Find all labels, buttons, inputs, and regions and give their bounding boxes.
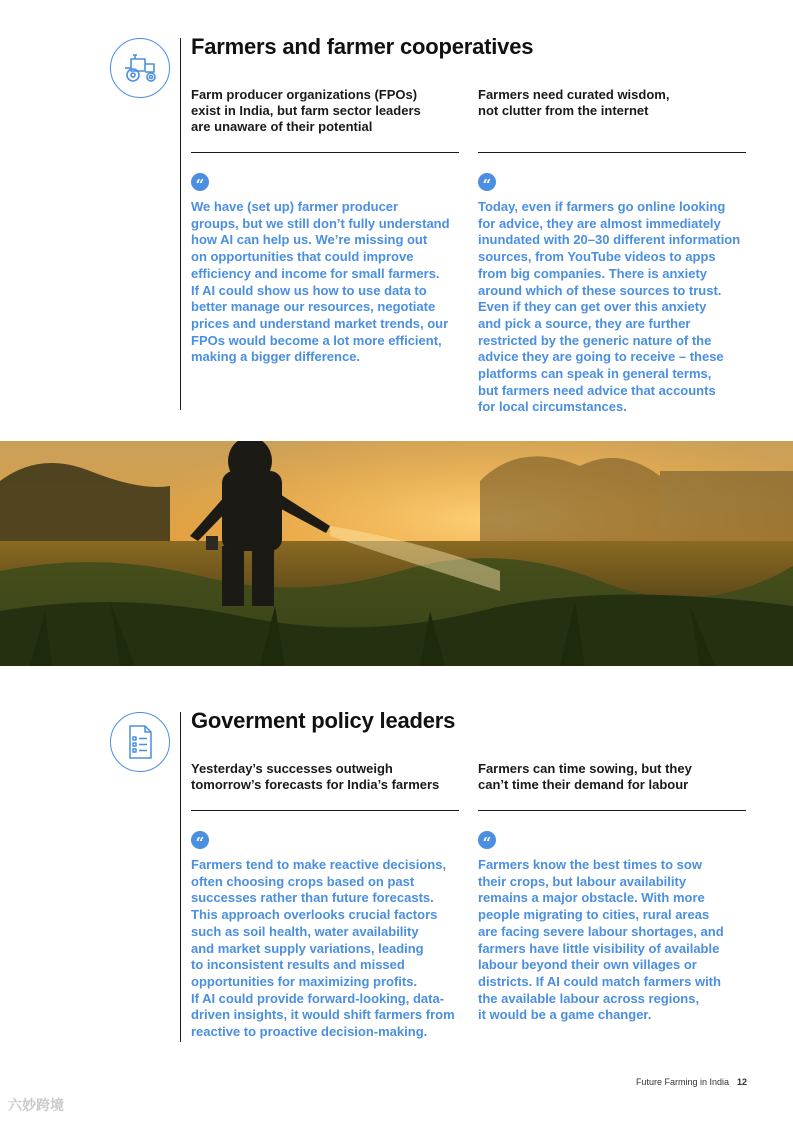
section1-col1-rule [191,152,459,153]
section1-divider [180,38,181,410]
section2-col1-subhead: Yesterday’s successes outweigh tomorrow’s forecasts for India’s farmers [191,761,440,792]
page-number: 12 [736,1077,747,1087]
section2-col2-rule [478,810,746,811]
section2-title: Goverment policy leaders [191,708,456,733]
footer-title: Future Farming in India [635,1077,729,1087]
section2-col1-quote: Farmers tend to make reactive decisions, often choosing crops based on past successes rather than future forecasts. This approach overlooks crucial factors such as soil health, water availability and market supply variations, leading to inconsistent results and missed opportunities for maximizing profits. If AI could provide forward-looking, data- driven insights, it would shift farmers from reactive to proactive decision-making. [191,857,455,1040]
page-footer [636,1077,747,1087]
section1-col1-quote: We have (set up) farmer producer groups, but we still don’t fully understand how AI can help us. We’re missing out on opportunities that could improve efficiency and income for small farmers. If AI could show us how to use data to better manage our resources, negotiate prices and understand market trends, our FPOs would become a lot more efficient, making a bigger difference. [191,199,450,365]
section2-divider [180,712,181,1042]
section1-col2-rule [478,152,746,153]
quote-icon: “ [478,173,496,191]
tractor-icon [110,38,170,98]
section2-col1-rule [191,810,459,811]
section1-title: Farmers and farmer cooperatives [191,34,534,59]
farmer-spraying-field-photo [0,441,793,666]
quote-icon: “ [191,173,209,191]
quote-icon: “ [478,831,496,849]
section2-col2-subhead: Farmers can time sowing, but they can’t time their demand for labour [478,761,692,792]
section1-col2-quote: Today, even if farmers go online looking for advice, they are almost immediately inundated with 20–30 different information sources, from YouTube videos to apps from big companies. There is anxiety around which of these sources to trust. Even if they can get over this anxiety and pick a source, they are further restricted by the generic nature of the advice they are going to receive – these platforms can speak in general terms, but farmers need advice that accounts for local circumstances. [478,199,741,415]
checklist-document-icon [110,712,170,772]
section1-col2-subhead: Farmers need curated wisdom, not clutter from the internet [478,87,670,118]
section2-col2-quote: Farmers know the best times to sow their crops, but labour availability remains a major obstacle. With more people migrating to cities, rural areas are facing severe labour shortages, and farmers have little visibility of available labour beyond their own villages or districts. If AI could match farmers with the available labour across regions, it would be a game changer. [478,857,724,1023]
section1-col1-subhead: Farm producer organizations (FPOs) exist in India, but farm sector leaders are unaware of their potential [191,87,421,134]
quote-icon: “ [191,831,209,849]
watermark-logo: 六妙跨境 [8,1097,64,1113]
